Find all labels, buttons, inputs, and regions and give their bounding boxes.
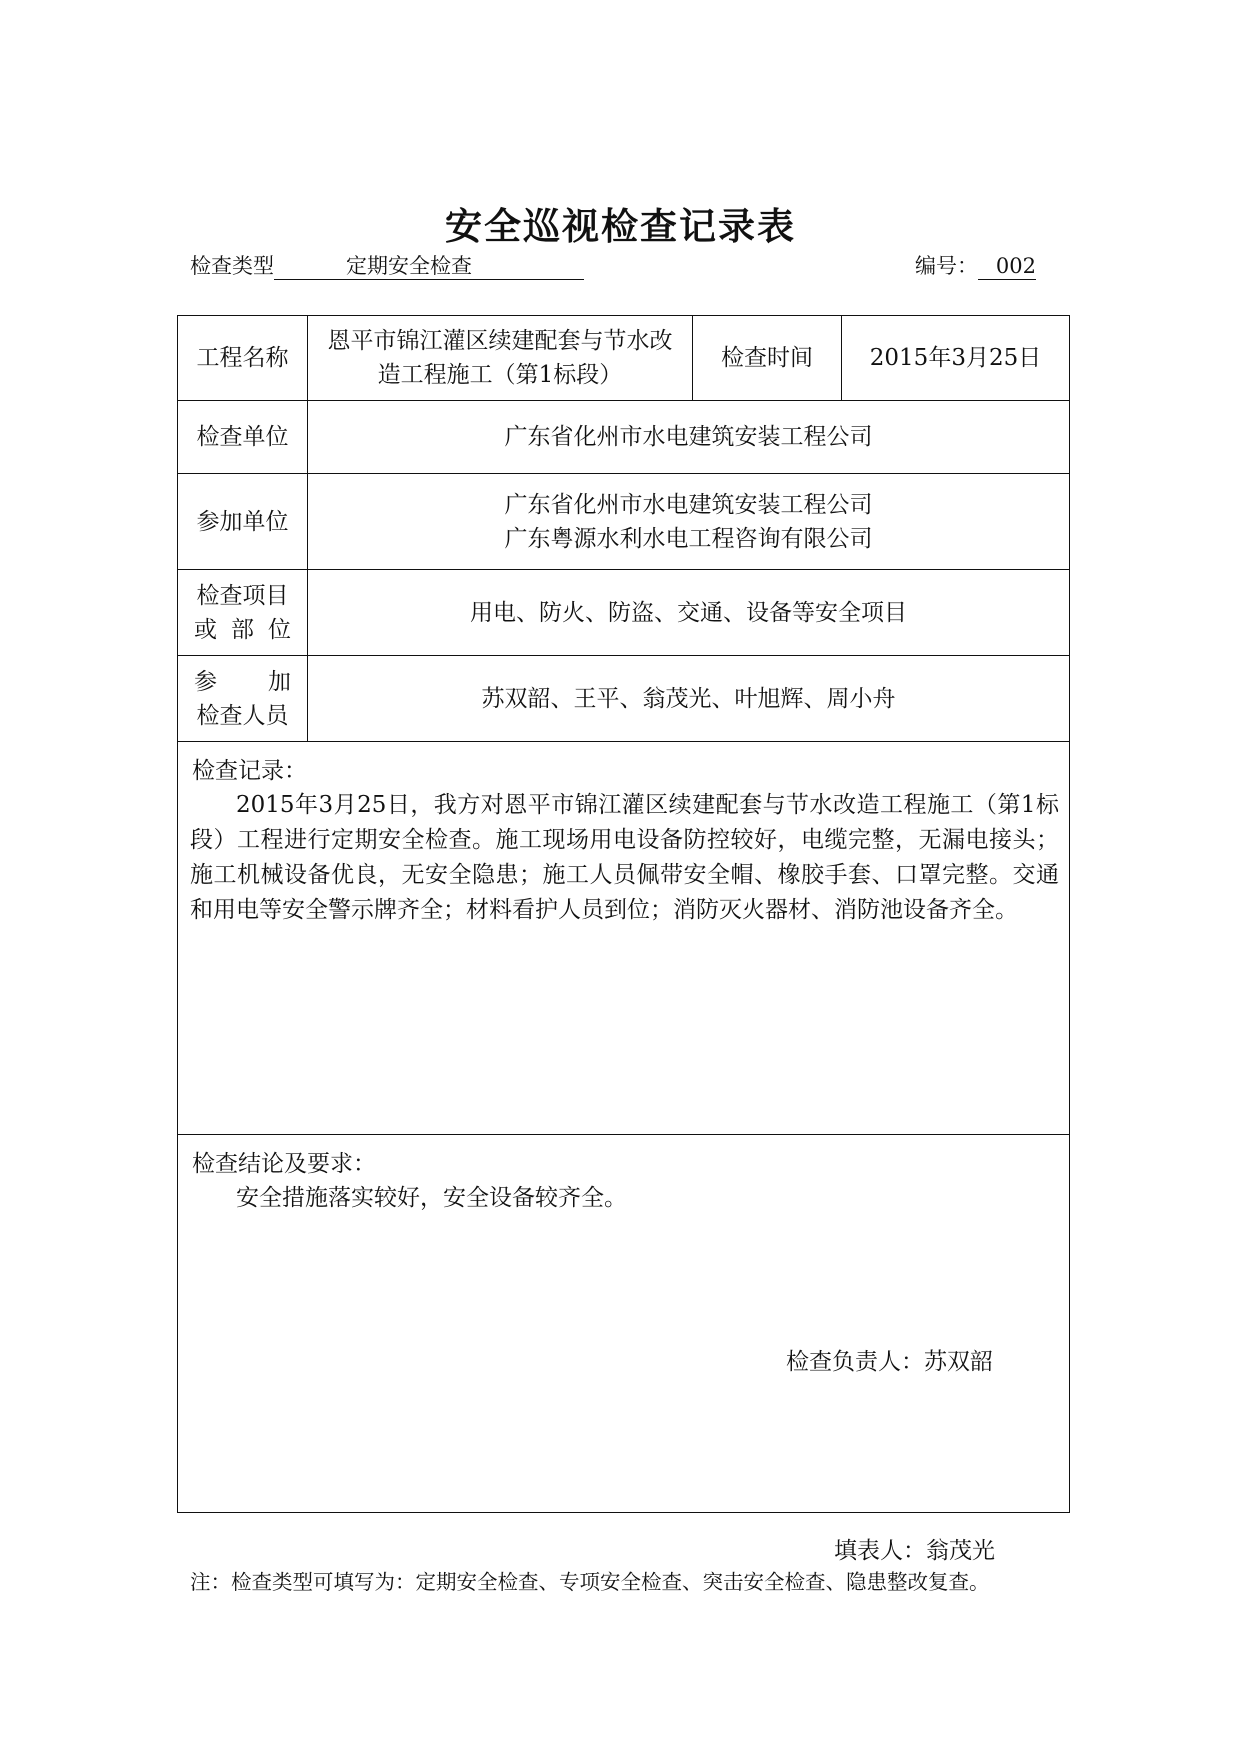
responsible-person xyxy=(786,1343,993,1376)
label-char: 加 xyxy=(268,668,291,695)
form-filler-name: 翁茂光 xyxy=(926,1538,995,1564)
conclusion-label: 检查结论及要求： xyxy=(192,1151,376,1177)
participants-row xyxy=(178,474,1070,570)
conclusion-row xyxy=(178,1135,1070,1513)
inspection-time-value: 2015年3月25日 xyxy=(842,316,1070,401)
label-char: 或 xyxy=(194,616,217,643)
inspection-record-text: 2015年3月25日，我方对恩平市锦江灌区续建配套与节水改造工程施工（第1标段）工程进行定期安全检查。施工现场用电设备防控较好，电缆完整，无漏电接头；施工机械设备优良，无安全隐患；施工人员佩带安全帽、橡胶手套、口罩完整。交通和用电等安全警示牌齐全；材料看护人员到位；消防灭火器材、消防池设备齐全。 xyxy=(190,792,1059,923)
inspection-record-label: 检查记录： xyxy=(192,758,307,784)
inspection-type-label: 检查类型 xyxy=(190,254,274,278)
unit-row xyxy=(178,401,1070,474)
serial-number-line xyxy=(915,250,1036,280)
conclusion-cell xyxy=(178,1135,1070,1513)
footnote: 注：检查类型可填写为：定期安全检查、专项安全检查、突击安全检查、隐患整改复查。 xyxy=(190,1570,990,1594)
responsible-person-label: 检查负责人： xyxy=(786,1349,924,1375)
inspection-unit-label: 检查单位 xyxy=(178,401,308,474)
participating-units-label: 参加单位 xyxy=(178,474,308,570)
inspectors-label xyxy=(178,656,308,742)
inspection-items-value: 用电、防火、防盗、交通、设备等安全项目 xyxy=(308,570,1070,656)
inspection-time-label: 检查时间 xyxy=(693,316,842,401)
inspection-items-label-line2 xyxy=(178,613,307,647)
inspection-unit-value: 广东省化州市水电建筑安装工程公司 xyxy=(308,401,1070,474)
serial-number-value: 002 xyxy=(978,253,1036,280)
record-row xyxy=(178,742,1070,1135)
project-row xyxy=(178,316,1070,401)
project-name-value: 恩平市锦江灌区续建配套与节水改造工程施工（第1标段） xyxy=(308,316,693,401)
project-name-label: 工程名称 xyxy=(178,316,308,401)
inspection-items-label-line1: 检查项目 xyxy=(196,582,289,609)
items-row xyxy=(178,570,1070,656)
serial-number-label: 编号： xyxy=(915,254,978,278)
responsible-person-name: 苏双韶 xyxy=(924,1349,993,1375)
conclusion-text: 安全措施落实较好，安全设备较齐全。 xyxy=(236,1185,627,1211)
inspection-type-line xyxy=(190,250,584,280)
label-char: 部 xyxy=(231,616,254,643)
inspection-items-label xyxy=(178,570,308,656)
inspectors-value: 苏双韶、王平、翁茂光、叶旭辉、周小舟 xyxy=(308,656,1070,742)
document-title: 安全巡视检查记录表 xyxy=(445,205,796,248)
inspectors-label-line1 xyxy=(178,665,307,699)
participating-unit-2: 广东粤源水利水电工程咨询有限公司 xyxy=(504,525,873,552)
inspection-record-cell xyxy=(178,742,1070,1135)
participating-unit-1: 广东省化州市水电建筑安装工程公司 xyxy=(504,491,873,518)
people-row xyxy=(178,656,1070,742)
inspection-record-table xyxy=(177,315,1070,1513)
label-char: 参 xyxy=(194,668,217,695)
form-filler-label: 填表人： xyxy=(834,1538,926,1564)
participating-units-value xyxy=(308,474,1070,570)
form-filler xyxy=(834,1532,995,1565)
inspection-type-value: 定期安全检查 xyxy=(274,253,584,280)
inspectors-label-line2: 检查人员 xyxy=(196,702,289,729)
label-char: 位 xyxy=(268,616,291,643)
